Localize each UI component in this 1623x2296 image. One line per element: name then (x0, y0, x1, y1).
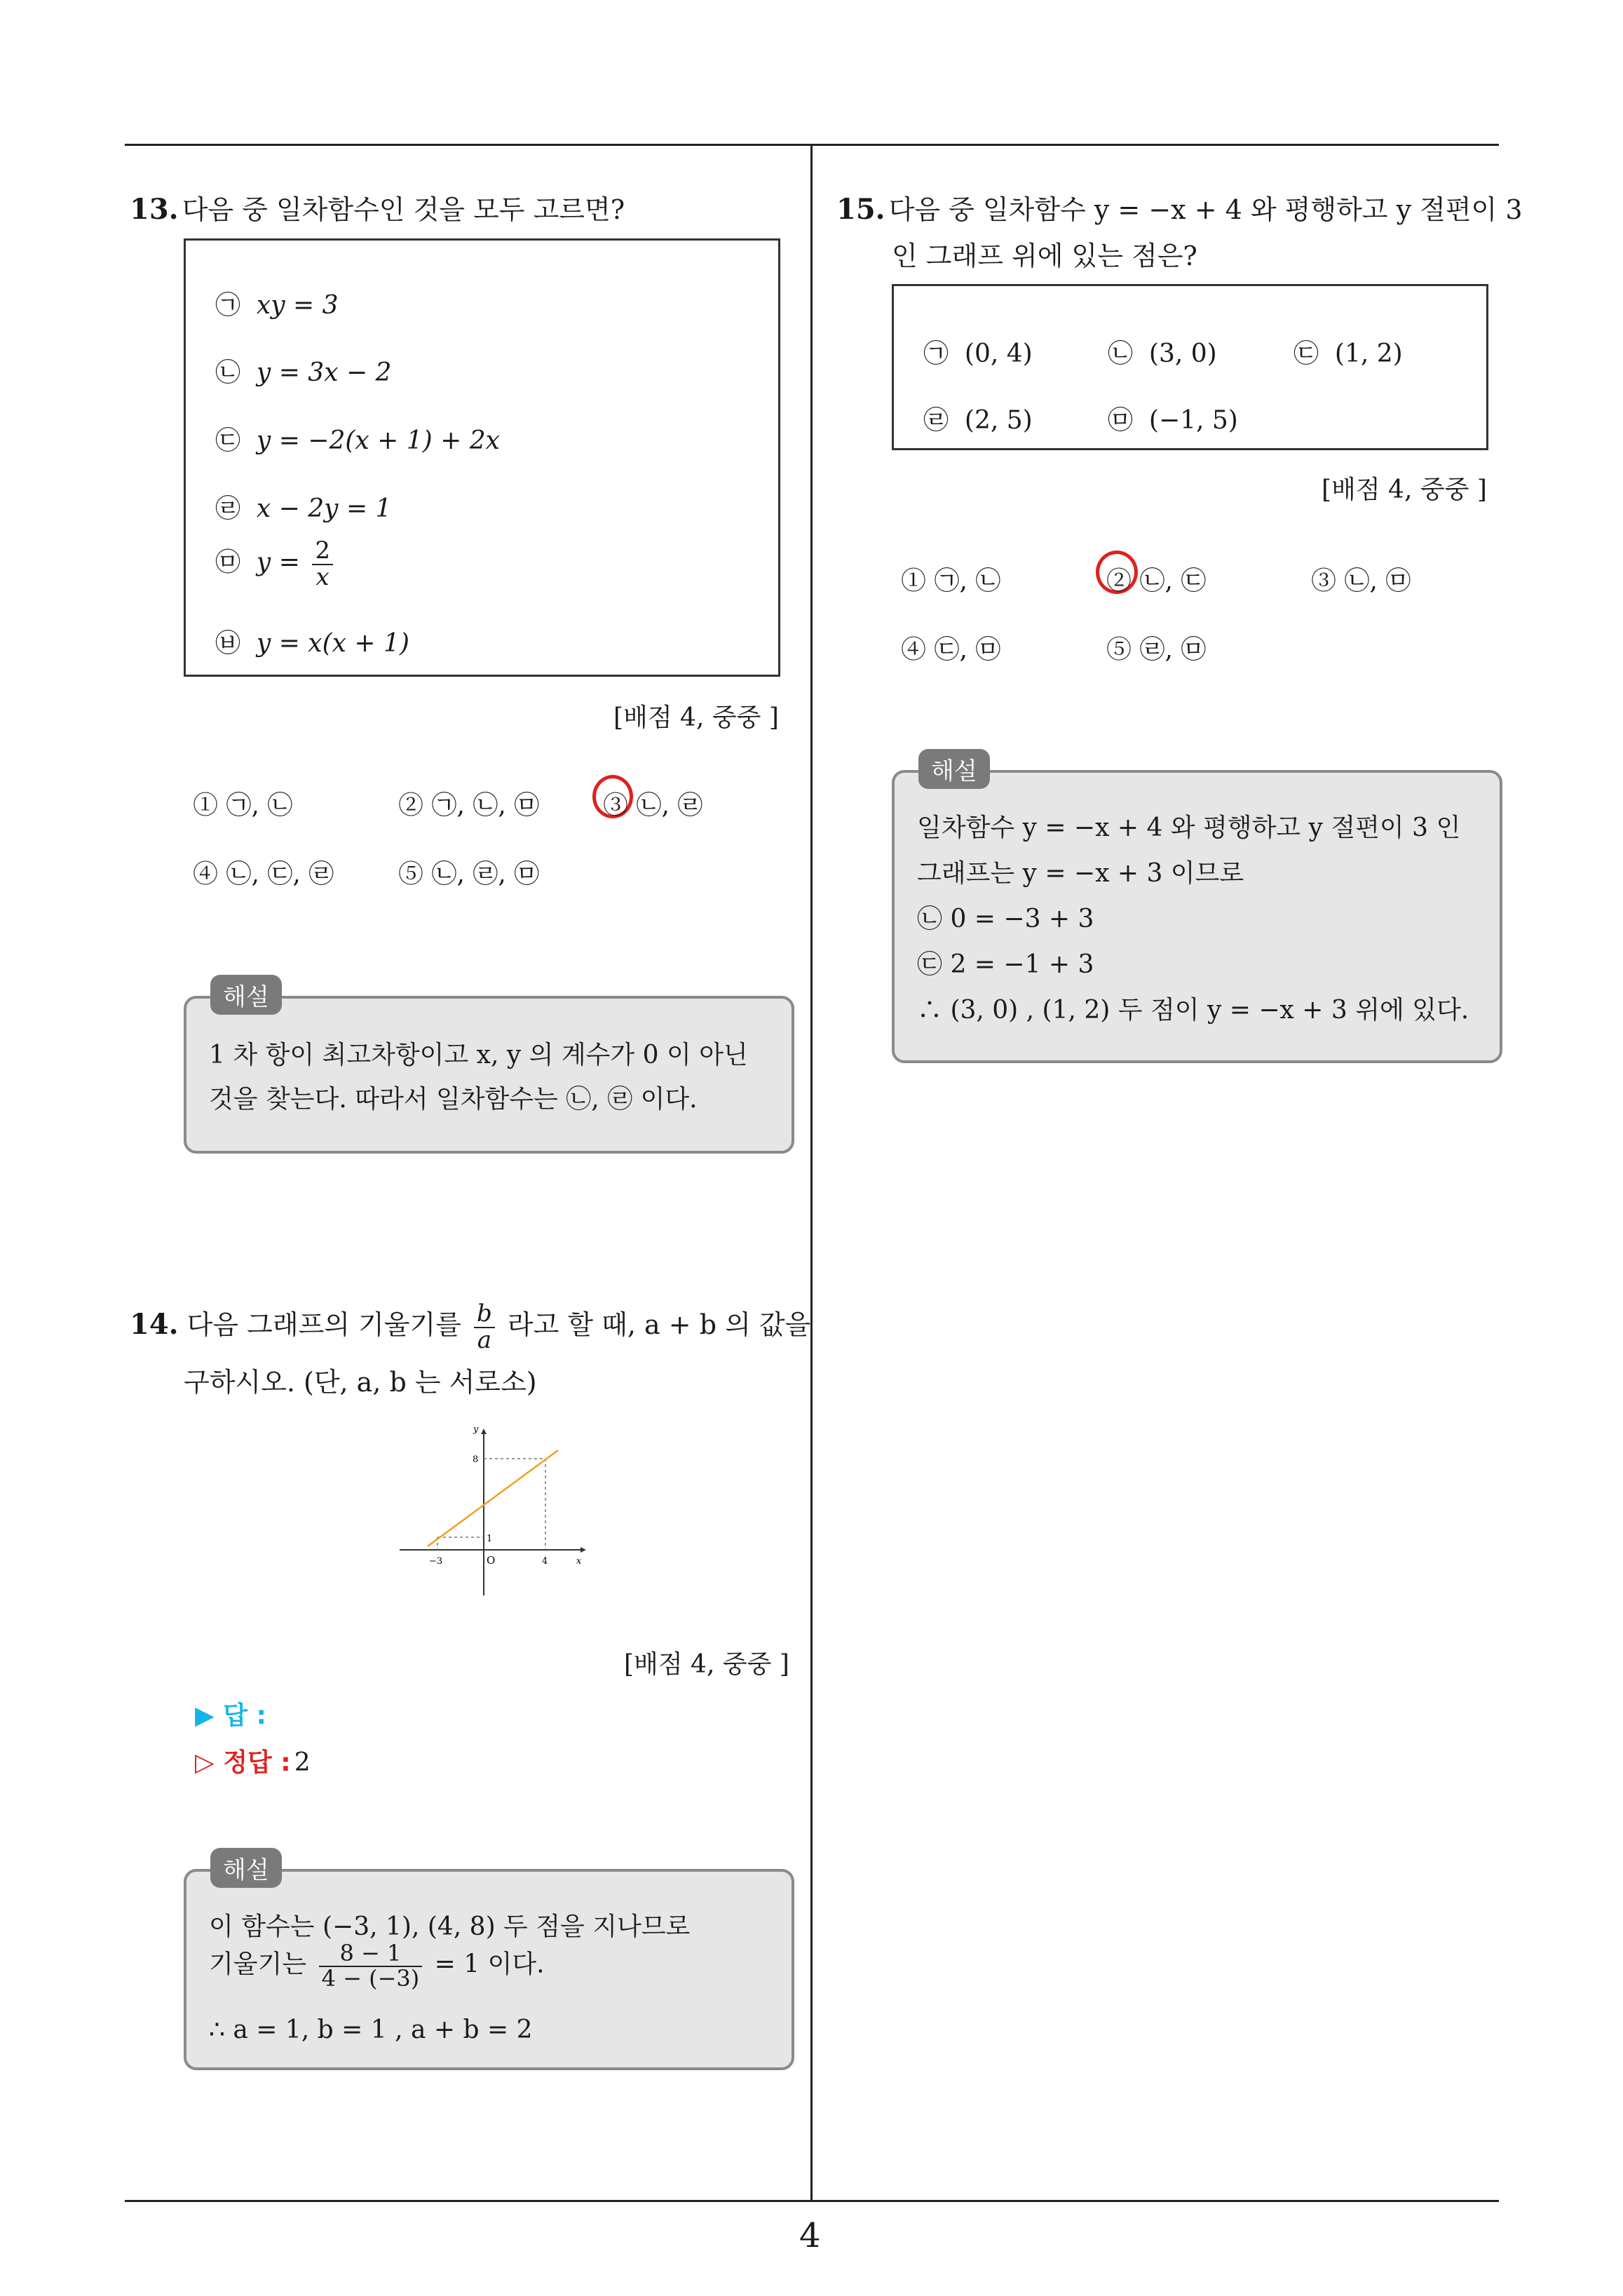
q14-origin-label: O (487, 1554, 496, 1567)
q15-explanation-tab: 해설 (918, 749, 990, 789)
q15-explanation-line-1: 일차함수 y = −x + 4 와 평행하고 y 절편이 3 인 (917, 813, 1461, 842)
q14-correct-answer (195, 1743, 311, 1778)
q13-explanation-line-1: 1 차 항이 최고차항이고 x, y 의 계수가 0 이 아닌 (209, 1041, 748, 1069)
q14-answer-label: ▶ 답 : (195, 1701, 266, 1730)
q14-tick-y8: 8 (473, 1454, 479, 1465)
q13-number: 13. (130, 193, 179, 226)
q14-text-line2: 구하시오. (단, a, b 는 서로소) (184, 1367, 537, 1398)
q14-text-b: 라고 할 때, a + b 의 값을 (507, 1309, 811, 1341)
column-divider (810, 144, 813, 2202)
q14-function-line (428, 1450, 558, 1546)
q14-explanation-tab: 해설 (210, 1848, 282, 1888)
q14-slope-fraction: $\frac{b}{a}$ (474, 1302, 495, 1353)
q13-text: 다음 중 일차함수인 것을 모두 고르면? (182, 194, 625, 225)
q15-score: [배점 4, 중중 ] (1322, 475, 1487, 504)
q15-explanation-line-3: ㉡ 0 = −3 + 3 (917, 905, 1094, 933)
q15-explanation-line-5: ∴ (3, 0) , (1, 2) 두 점이 y = −x + 3 위에 있다. (917, 996, 1469, 1025)
q13-item-6: ㉥ y = x(x + 1) (215, 629, 409, 658)
q14-tick-y1: 1 (487, 1534, 493, 1544)
q15-choice-4[interactable]: ④ ㉢, ㉤ (901, 635, 1001, 664)
q15-item-3: ㉢ (1, 2) (1293, 339, 1403, 368)
q14-x-axis-arrow (580, 1547, 586, 1553)
q14-tick-xm3: −3 (429, 1556, 443, 1567)
q14-explanation-line-1: 이 함수는 (−3, 1), (4, 8) 두 점을 지나므로 (209, 1912, 691, 1941)
q15-choice-1[interactable]: ① ㉠, ㉡ (901, 567, 1001, 595)
q13-item-2: ㉡ y = 3x − 2 (215, 358, 392, 387)
q13-item-5: ㉤ y = $\frac{2}{x}$ (215, 539, 337, 590)
q14-y-label: y (473, 1424, 479, 1435)
q14-explanation-fraction: $\frac{8 - 1}{4 - (-3)}$ (319, 1942, 423, 1990)
q15-item-box (892, 284, 1488, 450)
q13-header (130, 188, 625, 227)
q15-explanation-line-4: ㉢ 2 = −1 + 3 (917, 950, 1094, 979)
q14-text-a: 다음 그래프의 기울기를 (186, 1309, 461, 1341)
bottom-rule (125, 2200, 1499, 2202)
q15-item-1: ㉠ (0, 4) (923, 339, 1033, 368)
q14-score: [배점 4, 중중 ] (624, 1650, 789, 1679)
q15-item-5: ㉤ (−1, 5) (1108, 406, 1238, 435)
q14-y-axis-arrow (481, 1429, 487, 1434)
q14-explanation-line-3: ∴ a = 1, b = 1 , a + b = 2 (209, 2015, 533, 2044)
q14-correct-label: ▷ 정답 : (195, 1748, 291, 1777)
q15-item-2: ㉡ (3, 0) (1108, 339, 1217, 368)
q13-item-1: ㉠ xy = 3 (215, 291, 339, 320)
q13-choice-1[interactable]: ① ㉠, ㉡ (193, 791, 293, 820)
q15-choice-5[interactable]: ⑤ ㉣, ㉤ (1106, 635, 1207, 664)
q13-choice-2[interactable]: ② ㉠, ㉡, ㉤ (398, 791, 540, 820)
q15-item-4: ㉣ (2, 5) (923, 406, 1033, 435)
q13-item-3: ㉢ y = −2(x + 1) + 2x (215, 426, 500, 455)
q13-choice-5[interactable]: ⑤ ㉡, ㉣, ㉤ (398, 860, 540, 889)
q14-x-label: x (576, 1556, 582, 1567)
q13-explanation-box (184, 996, 794, 1154)
q13-item-4: ㉣ x − 2y = 1 (215, 494, 392, 523)
q14-tick-x4: 4 (542, 1556, 548, 1567)
q13-explanation-tab: 해설 (210, 975, 282, 1015)
q14-explanation-box (184, 1869, 794, 2070)
q13-score: [배점 4, 중중 ] (613, 703, 779, 732)
q13-explanation-line-2: 것을 찾는다. 따라서 일차함수는 ㉡, ㉣ 이다. (209, 1085, 698, 1114)
q15-text-line1: 다음 중 일차함수 y = −x + 4 와 평행하고 y 절편이 3 (888, 194, 1523, 225)
q14-explanation-line-2: 기울기는 $\frac{8 - 1}{4 - (-3)}$ = 1 이다. (209, 1940, 545, 1992)
q13-choice-3[interactable]: ③ ㉡, ㉣ (603, 791, 703, 820)
q14-correct-value: 2 (294, 1748, 311, 1777)
q15-text-line2: 인 그래프 위에 있는 점은? (892, 241, 1197, 271)
q15-explanation-line-2: 그래프는 y = −x + 3 이므로 (917, 859, 1244, 888)
q15-choice-3[interactable]: ③ ㉡, ㉤ (1311, 567, 1411, 595)
q14-number: 14. (130, 1308, 179, 1342)
q14-graph (393, 1417, 589, 1606)
q15-header (836, 188, 1523, 227)
q13-item-5-fraction: $\frac{2}{x}$ (312, 539, 333, 590)
q15-number: 15. (836, 193, 885, 226)
q13-item-box (184, 238, 780, 677)
q15-explanation-box (892, 770, 1502, 1063)
q13-choice-4[interactable]: ④ ㉡, ㉢, ㉣ (193, 860, 334, 889)
q14-header (130, 1299, 811, 1354)
page-number: 4 (799, 2216, 821, 2255)
q15-choice-2[interactable]: ② ㉡, ㉢ (1106, 567, 1207, 595)
